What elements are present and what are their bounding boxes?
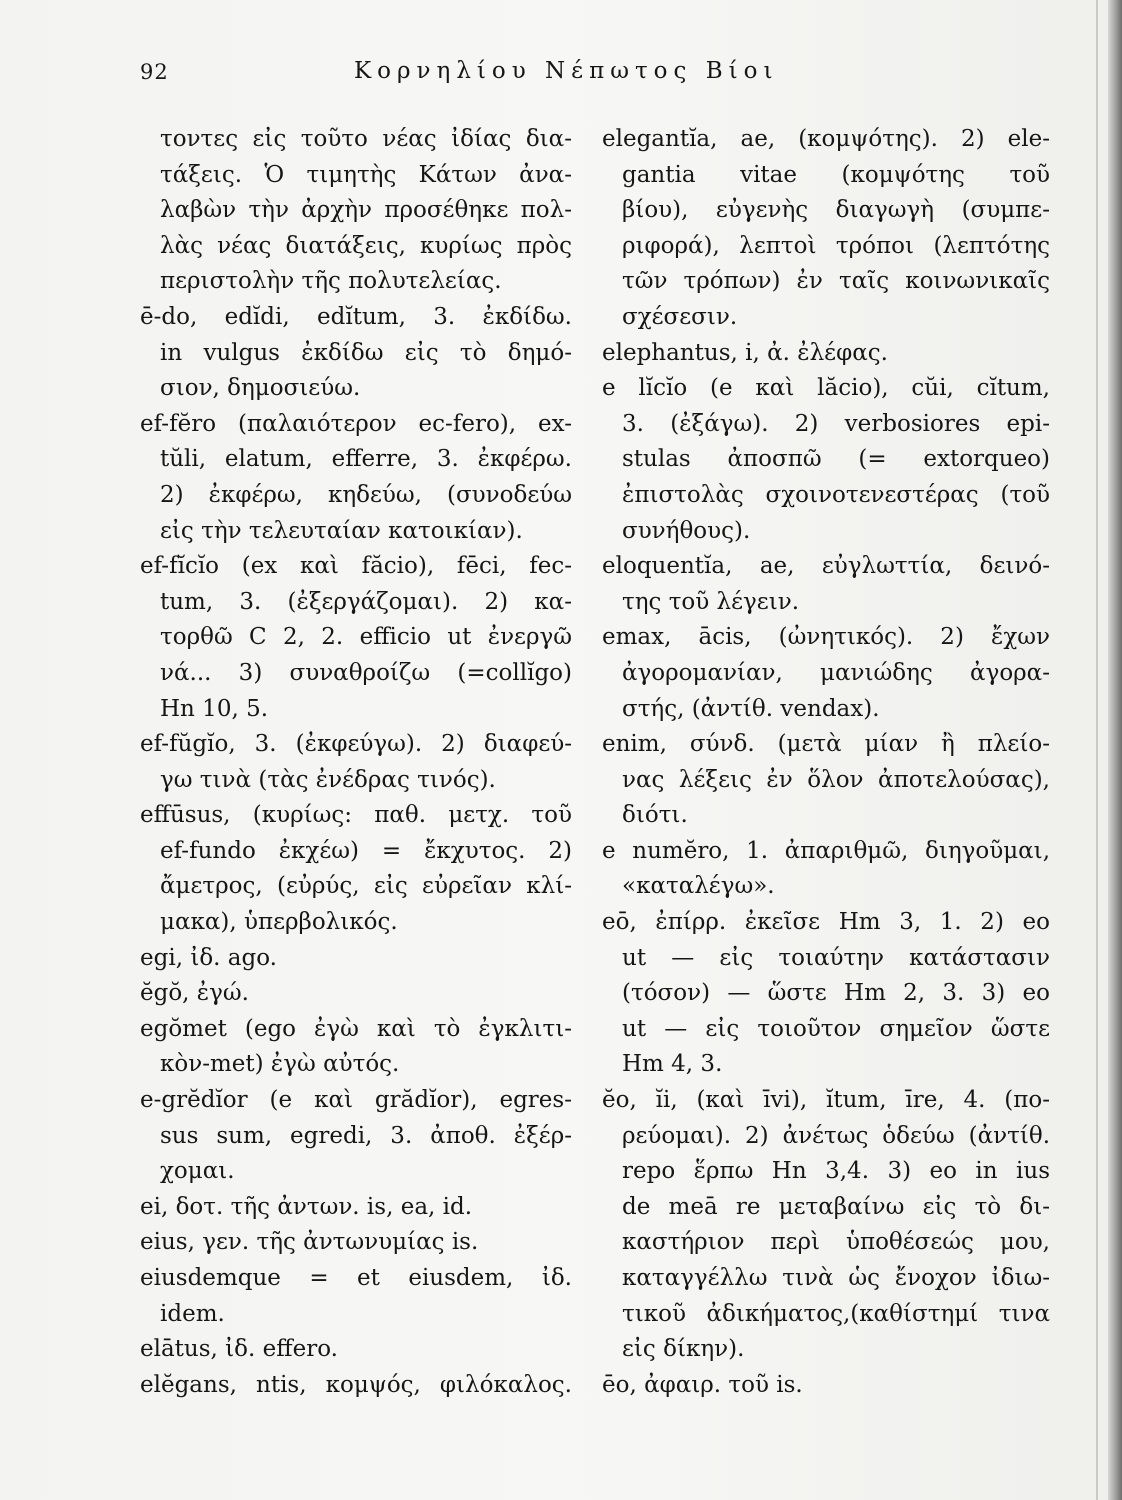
- text-line: λαβὼν τὴν ἀρχὴν προσέθηκε πολ-: [160, 197, 572, 224]
- text-line: τοντες εἰς τοῦτο νέας ἰδίας δια-: [160, 126, 572, 152]
- text-line: ef-fŭgĭo, 3. (ἐκφεύγω). 2) διαφεύ-: [140, 731, 572, 758]
- text-line: eō, ἐπίρρ. ἐκεῖσε Hm 3, 1. 2) eo: [602, 909, 1050, 936]
- text-line: τῶν τρόπων) ἐν ταῖς κοινωνικαῖς: [622, 268, 1050, 295]
- text-line: διότι.: [622, 802, 688, 829]
- text-line: ἀγορομανίαν, μανιώδης ἀγορα-: [622, 659, 1050, 686]
- text-line: enim, σύνδ. (μετὰ μίαν ἢ πλείο-: [602, 731, 1050, 758]
- text-line: ἐπιστολὰς σχοινοτενεστέρας (τοῦ: [622, 481, 1050, 508]
- text-line: εἰς τὴν τελευταίαν κατοικίαν).: [160, 517, 523, 544]
- text-line: τάξεις. Ὁ τιμητὴς Κάτων ἀνα-: [160, 161, 572, 188]
- text-line: eloquentĭa, ae, εὐγλωττία, δεινό-: [602, 553, 1050, 580]
- text-line: ef-fundo ἐκχέω) = ἔκχυτος. 2): [160, 837, 572, 864]
- text-line: εἰς δίκην).: [622, 1336, 745, 1363]
- text-line: Hm 4, 3.: [622, 1051, 723, 1078]
- right-column: [602, 122, 1050, 1403]
- text-line: in vulgus ἐκδίδω εἰς τὸ δημό-: [160, 339, 572, 366]
- text-line: της τοῦ λέγειν.: [622, 588, 800, 615]
- text-line: egŏmet (ego ἐγὼ καὶ τὸ ἐγκλιτι-: [140, 1015, 572, 1042]
- page-edge-line: [1096, 0, 1098, 1500]
- text-line: τικοῦ ἀδικήματος,(καθίστημί τινα: [622, 1300, 1050, 1327]
- text-line: ef-fĕro (παλαιότερον ec-fero), ex-: [140, 410, 572, 437]
- running-head: Κορνηλίου Νέπωτος Βίοι: [354, 58, 779, 84]
- text-line: γω τινὰ (τὰς ἐνέδρας τινός).: [160, 766, 496, 793]
- text-line: στής, (ἀντίθ. vendax).: [622, 695, 880, 722]
- text-line: repo ἕρπω Hn 3,4. 3) eo in ius: [622, 1158, 1050, 1185]
- text-line: stulas ἀποσπῶ (= extorqueo): [622, 446, 1050, 473]
- text-line: κὸν-met) ἐγὼ αὐτός.: [160, 1051, 400, 1078]
- text-line: elephantus, i, ἀ. ἐλέφας.: [602, 339, 888, 366]
- text-line: χομαι.: [160, 1158, 235, 1185]
- text-line: νά... 3) συναθροίζω (=collĭgo): [160, 659, 572, 686]
- text-line: ef-fĭcĭo (ex καὶ făcio), fēci, fec-: [140, 553, 572, 580]
- text-line: μακα), ὑπερβολικός.: [160, 909, 398, 936]
- text-line: effūsus, (κυρίως: παθ. μετχ. τοῦ: [140, 802, 572, 829]
- text-line: egi, ἰδ. ago.: [140, 944, 277, 971]
- text-line: e numĕro, 1. ἀπαριθμῶ, διηγοῦμαι,: [602, 837, 1050, 864]
- text-line: eius, γεν. τῆς ἀντωνυμίας is.: [140, 1229, 479, 1256]
- text-line: λὰς νέας διατάξεις, κυρίως πρὸς: [160, 232, 572, 259]
- text-line: eiusdemque = et eiusdem, ἰδ.: [140, 1265, 572, 1291]
- text-line: gantia vitae (κομψότης τοῦ: [622, 161, 1050, 188]
- text-line: elegantĭa, ae, (κομψότης). 2) ele-: [602, 126, 1050, 152]
- text-line: τορθῶ C 2, 2. efficio ut ἐνεργῶ: [160, 624, 572, 651]
- text-line: e-grĕdĭor (e καὶ grădĭor), egres-: [140, 1087, 572, 1114]
- text-line: 3. (ἐξάγω). 2) verbosiores epi-: [622, 410, 1050, 437]
- text-line: ut — εἰς τοιαύτην κατάστασιν: [622, 944, 1050, 971]
- text-line: ēo, ἀφαιρ. τοῦ is.: [602, 1371, 803, 1398]
- text-line: elĕgans, ntis, κομψός, φιλόκαλος.: [140, 1371, 572, 1398]
- left-column: [140, 122, 572, 1403]
- text-line: emax, ācis, (ὠνητικός). 2) ἔχων: [602, 624, 1050, 651]
- text-line: de meā re μεταβαίνω εἰς τὸ δι-: [622, 1193, 1050, 1220]
- text-line: περιστολὴν τῆς πολυτελείας.: [160, 268, 502, 295]
- text-line: sus sum, egredi, 3. ἀποθ. ἐξέρ-: [160, 1122, 572, 1149]
- text-line: ei, δοτ. τῆς ἀντων. is, ea, id.: [140, 1193, 473, 1220]
- text-line: βίου), εὐγενὴς διαγωγὴ (συμπε-: [622, 197, 1050, 224]
- text-line: e lĭcĭo (e καὶ lăcio), cŭi, cĭtum,: [602, 375, 1050, 402]
- text-line: tum, 3. (ἐξεργάζομαι). 2) κα-: [160, 588, 572, 615]
- text-line: «καταλέγω».: [622, 873, 775, 900]
- text-line: ἄμετρος, (εὐρύς, εἰς εὐρεῖαν κλί-: [160, 873, 572, 900]
- text-line: idem.: [160, 1300, 225, 1327]
- text-line: tŭli, elatum, efferre, 3. ἐκφέρω.: [160, 446, 572, 473]
- page-binding-shadow: [1108, 0, 1122, 1500]
- text-line: ĕgŏ, ἐγώ.: [140, 980, 249, 1007]
- text-line: καστήριον περὶ ὑποθέσεώς μου,: [622, 1229, 1050, 1256]
- text-line: ĕo, ĭi, (καὶ īvi), ĭtum, īre, 4. (πο-: [602, 1087, 1050, 1114]
- text-line: elātus, ἰδ. effero.: [140, 1336, 338, 1363]
- text-line: ē-do, edĭdi, edĭtum, 3. ἐκδίδω.: [140, 303, 572, 330]
- text-line: (τόσον) — ὥστε Hm 2, 3. 3) eo: [622, 980, 1050, 1007]
- text-line: καταγγέλλω τινὰ ὡς ἔνοχον ἰδιω-: [622, 1265, 1050, 1291]
- text-line: Hn 10, 5.: [160, 695, 269, 722]
- text-line: σιον, δημοσιεύω.: [160, 375, 361, 402]
- text-line: συνήθους).: [622, 517, 751, 544]
- text-line: σχέσεσιν.: [622, 303, 738, 330]
- text-line: 2) ἐκφέρω, κηδεύω, (συνοδεύω: [160, 481, 572, 508]
- page-number: 92: [140, 60, 169, 84]
- text-line: ρεύομαι). 2) ἀνέτως ὁδεύω (ἀντίθ.: [622, 1122, 1050, 1149]
- text-line: ριφορά), λεπτοὶ τρόποι (λεπτότης: [622, 232, 1050, 259]
- text-line: ut — εἰς τοιοῦτον σημεῖον ὥστε: [622, 1015, 1050, 1042]
- text-line: νας λέξεις ἐν ὅλον ἀποτελούσας),: [622, 766, 1050, 793]
